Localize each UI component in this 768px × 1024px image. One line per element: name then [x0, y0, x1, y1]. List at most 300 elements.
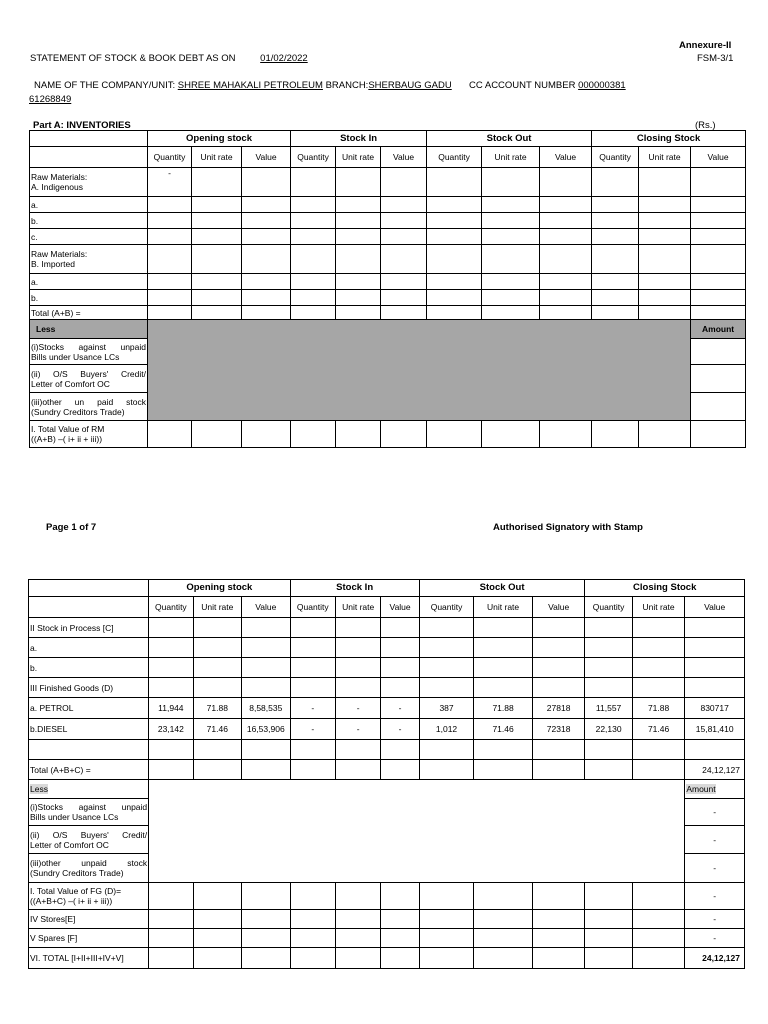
row-label: III Finished Goods (D)	[29, 678, 149, 698]
cell	[540, 290, 592, 306]
cell	[639, 274, 691, 290]
col-unit-rate: Unit rate	[482, 147, 540, 168]
cell	[691, 245, 746, 274]
cell	[193, 760, 241, 780]
amount-header-cell	[685, 780, 745, 799]
cell	[632, 883, 685, 910]
row-label: b.	[29, 658, 149, 678]
cc-number-cont: 61268849	[29, 94, 72, 105]
table-row	[29, 658, 745, 678]
cell	[691, 274, 746, 290]
cell	[149, 760, 193, 780]
cell	[242, 306, 291, 320]
group-header-row	[29, 580, 745, 597]
group-opening-stock: Opening stock	[149, 580, 290, 597]
less-row-label	[29, 799, 149, 826]
cell	[540, 197, 592, 213]
cell	[291, 306, 336, 320]
cell	[192, 213, 242, 229]
cell	[632, 929, 685, 948]
blank-area	[149, 826, 685, 854]
opening-quantity: 23,142	[149, 719, 193, 740]
cell	[482, 306, 540, 320]
cell	[290, 638, 335, 658]
less-label-cell	[29, 780, 149, 799]
label-line: (iii)other unpaid stock	[30, 858, 148, 868]
cell	[290, 910, 335, 929]
cell	[242, 618, 291, 638]
col-unit-rate: Unit rate	[192, 147, 242, 168]
col-quantity: Quantity	[427, 147, 482, 168]
cell	[335, 638, 380, 658]
cell	[540, 306, 592, 320]
cell	[242, 883, 291, 910]
table-row	[29, 854, 745, 883]
cell	[532, 638, 585, 658]
company-line	[34, 80, 626, 91]
statement-date: 01/02/2022	[260, 53, 308, 64]
col-quantity: Quantity	[148, 147, 192, 168]
cell	[632, 948, 685, 969]
cell	[290, 678, 335, 698]
row-label: Total (A+B+C) =	[29, 760, 149, 780]
cell	[482, 229, 540, 245]
cell	[419, 948, 474, 969]
cell	[192, 421, 242, 448]
table-row	[30, 213, 746, 229]
opening-unit-rate: 71.46	[193, 719, 241, 740]
cell	[335, 618, 380, 638]
cell	[639, 421, 691, 448]
in-value: -	[381, 698, 419, 719]
cell	[381, 618, 419, 638]
cell	[242, 421, 291, 448]
less-label: Less	[30, 784, 48, 794]
cell	[691, 229, 746, 245]
label-line: (Sundry Creditors Trade)	[30, 868, 124, 878]
company-name: SHREE MAHAKALI PETROLEUM	[177, 80, 323, 91]
cell	[427, 245, 482, 274]
label-line: (i)Stocks against unpaid	[30, 802, 148, 812]
group-stock-out: Stock Out	[427, 131, 592, 147]
cell	[193, 929, 241, 948]
col-value: Value	[242, 597, 291, 618]
cell	[639, 245, 691, 274]
row-label-line: A. Indigenous	[31, 182, 83, 192]
cell	[335, 658, 380, 678]
cell	[336, 290, 381, 306]
cell	[592, 274, 639, 290]
in-unit-rate: -	[335, 719, 380, 740]
cell	[381, 740, 419, 760]
cell	[685, 740, 745, 760]
opening-value: 8,58,535	[242, 698, 291, 719]
amount-cell: -	[685, 799, 745, 826]
cell	[335, 910, 380, 929]
cell	[193, 638, 241, 658]
part-a-title: Part A: INVENTORIES	[33, 120, 131, 131]
col-quantity: Quantity	[585, 597, 632, 618]
col-quantity: Quantity	[291, 147, 336, 168]
cell	[540, 168, 592, 197]
group-opening-stock: Opening stock	[148, 131, 291, 147]
col-unit-rate: Unit rate	[639, 147, 691, 168]
group-closing-stock: Closing Stock	[585, 580, 745, 597]
cell	[691, 197, 746, 213]
blank-header	[29, 580, 149, 597]
shaded-area	[148, 320, 691, 339]
cell	[242, 229, 291, 245]
label-line: ((A+B+C) –( i+ ii + iii))	[30, 896, 113, 906]
cell	[290, 883, 335, 910]
cell	[427, 213, 482, 229]
cell	[336, 229, 381, 245]
table-row	[30, 274, 746, 290]
blank-subheader	[29, 597, 149, 618]
cell	[691, 306, 746, 320]
cell	[149, 658, 193, 678]
cell	[242, 910, 291, 929]
cell	[242, 948, 291, 969]
cell	[381, 197, 427, 213]
cell	[290, 740, 335, 760]
cell	[149, 910, 193, 929]
cell	[474, 929, 533, 948]
cell	[149, 929, 193, 948]
cell	[291, 229, 336, 245]
less-row-label	[30, 339, 148, 365]
cell	[691, 168, 746, 197]
row-label: a. PETROL	[29, 698, 149, 719]
shaded-area	[148, 393, 691, 421]
out-unit-rate: 71.88	[474, 698, 533, 719]
total-fg-label	[29, 883, 149, 910]
blank-area	[149, 854, 685, 883]
cell	[149, 740, 193, 760]
cell	[585, 740, 632, 760]
amount-cell: -	[685, 910, 745, 929]
inventory-table-1	[29, 130, 746, 448]
cell	[532, 929, 585, 948]
label-line: I. Total Value of RM	[31, 424, 105, 434]
closing-value: 830717	[685, 698, 745, 719]
row-label: c.	[30, 229, 148, 245]
cell	[482, 421, 540, 448]
company-label: NAME OF THE COMPANY/UNIT:	[34, 80, 176, 91]
cell	[335, 760, 380, 780]
cell	[291, 197, 336, 213]
label-line: (Sundry Creditors Trade)	[31, 406, 125, 417]
cell	[381, 948, 419, 969]
cell	[381, 306, 427, 320]
table-row-petrol	[29, 698, 745, 719]
cell	[193, 618, 241, 638]
cell	[482, 245, 540, 274]
sub-header-row	[30, 147, 746, 168]
cell	[482, 168, 540, 197]
cell	[474, 678, 533, 698]
cell	[242, 213, 291, 229]
cell	[474, 618, 533, 638]
blank-subheader	[30, 147, 148, 168]
table-row-grand-total	[29, 948, 745, 969]
cell	[592, 245, 639, 274]
amount-cell	[691, 365, 746, 393]
amount-header: Amount	[686, 784, 716, 794]
col-value: Value	[381, 147, 427, 168]
amount-header: Amount	[691, 320, 746, 339]
cell	[381, 168, 427, 197]
cc-label: CC ACCOUNT NUMBER	[469, 80, 576, 91]
cell	[192, 290, 242, 306]
shaded-area	[148, 339, 691, 365]
col-value: Value	[381, 597, 419, 618]
cell	[381, 245, 427, 274]
col-value: Value	[242, 147, 291, 168]
table-row	[29, 883, 745, 910]
currency-label: (Rs.)	[695, 120, 716, 131]
less-row-label	[30, 365, 148, 393]
cell	[482, 213, 540, 229]
cell	[632, 638, 685, 658]
closing-quantity: 11,557	[585, 698, 632, 719]
cell	[192, 245, 242, 274]
row-label: a.	[30, 274, 148, 290]
cell	[148, 274, 192, 290]
less-label: Less	[30, 320, 148, 339]
cell	[632, 910, 685, 929]
cell	[482, 274, 540, 290]
cell	[290, 658, 335, 678]
cell	[427, 229, 482, 245]
cell	[381, 929, 419, 948]
cell	[242, 929, 291, 948]
less-header-row	[29, 780, 745, 799]
cell	[474, 883, 533, 910]
cell	[336, 168, 381, 197]
row-label: b.	[30, 290, 148, 306]
row-label: V Spares [F]	[29, 929, 149, 948]
cell	[419, 658, 474, 678]
cell	[639, 229, 691, 245]
cell	[427, 421, 482, 448]
closing-quantity: 22,130	[585, 719, 632, 740]
cell	[149, 638, 193, 658]
cell	[691, 213, 746, 229]
amount-cell: -	[685, 854, 745, 883]
label-line: Letter of Comfort OC	[31, 378, 110, 389]
sub-header-row	[29, 597, 745, 618]
cell	[592, 229, 639, 245]
group-closing-stock: Closing Stock	[592, 131, 746, 147]
blank-header	[30, 131, 148, 147]
table-row	[30, 245, 746, 274]
cell	[193, 658, 241, 678]
cell	[585, 658, 632, 678]
cell	[335, 883, 380, 910]
closing-value: 15,81,410	[685, 719, 745, 740]
label-line: Letter of Comfort OC	[30, 839, 109, 850]
table-row	[30, 197, 746, 213]
cell	[540, 421, 592, 448]
cell	[482, 290, 540, 306]
cell	[685, 618, 745, 638]
cell	[192, 197, 242, 213]
cell	[148, 229, 192, 245]
cell	[149, 618, 193, 638]
row-label: II Stock in Process [C]	[29, 618, 149, 638]
cell	[381, 760, 419, 780]
row-label: VI. TOTAL [I+II+III+IV+V]	[29, 948, 149, 969]
branch-name: SHERBAUG GADU	[368, 80, 452, 91]
cell	[474, 948, 533, 969]
in-value: -	[381, 719, 419, 740]
cell	[532, 948, 585, 969]
cell	[381, 883, 419, 910]
opening-unit-rate: 71.88	[193, 698, 241, 719]
opening-value: 16,53,906	[242, 719, 291, 740]
table-row	[29, 799, 745, 826]
amount-cell	[691, 393, 746, 421]
cell	[335, 678, 380, 698]
inventory-table-2	[28, 579, 745, 969]
total-value: 24,12,127	[685, 760, 745, 780]
statement-line	[30, 53, 415, 64]
cell	[381, 910, 419, 929]
cell	[419, 883, 474, 910]
cell	[540, 213, 592, 229]
col-unit-rate: Unit rate	[474, 597, 533, 618]
row-label	[29, 740, 149, 760]
row-label-line: B. Imported	[31, 259, 75, 269]
group-stock-out: Stock Out	[419, 580, 585, 597]
cell	[585, 910, 632, 929]
cell	[474, 658, 533, 678]
table-row-diesel	[29, 719, 745, 740]
closing-unit-rate: 71.88	[632, 698, 685, 719]
cell	[639, 306, 691, 320]
cell	[532, 760, 585, 780]
cell	[632, 678, 685, 698]
total-rm-label	[30, 421, 148, 448]
row-label-line: Raw Materials:	[31, 172, 88, 182]
cell	[381, 678, 419, 698]
statement-label: STATEMENT OF STOCK & BOOK DEBT AS ON	[30, 53, 236, 64]
cell	[419, 910, 474, 929]
label-line: Bills under Usance LCs	[30, 812, 119, 822]
col-quantity: Quantity	[149, 597, 193, 618]
cell	[192, 168, 242, 197]
cell	[427, 290, 482, 306]
col-unit-rate: Unit rate	[336, 147, 381, 168]
table-row	[30, 365, 746, 393]
amount-cell: -	[685, 826, 745, 854]
label-line: (iii)other un paid stock	[31, 396, 146, 407]
cell	[685, 658, 745, 678]
cell	[585, 678, 632, 698]
cell	[474, 910, 533, 929]
table-row	[29, 618, 745, 638]
cell	[291, 168, 336, 197]
blank-area	[149, 780, 685, 799]
cell	[632, 658, 685, 678]
cell	[291, 290, 336, 306]
cell	[419, 740, 474, 760]
cell	[532, 678, 585, 698]
cell	[242, 760, 291, 780]
cell	[474, 740, 533, 760]
table-row	[29, 826, 745, 854]
table-row	[30, 393, 746, 421]
label-line: (i)Stocks against unpaid	[31, 341, 146, 352]
cell	[148, 306, 192, 320]
out-value: 27818	[532, 698, 585, 719]
cell	[592, 290, 639, 306]
cell	[148, 421, 192, 448]
cell	[290, 929, 335, 948]
cell	[335, 948, 380, 969]
cell	[242, 274, 291, 290]
row-label	[30, 245, 148, 274]
cell	[381, 274, 427, 290]
cell	[592, 168, 639, 197]
cell	[148, 290, 192, 306]
cell	[242, 245, 291, 274]
cell	[532, 910, 585, 929]
table-row	[29, 740, 745, 760]
cell	[336, 306, 381, 320]
cell	[193, 740, 241, 760]
row-label: a.	[29, 638, 149, 658]
table-row	[30, 306, 746, 320]
amount-cell: -	[685, 883, 745, 910]
cell	[149, 883, 193, 910]
table-row	[30, 421, 746, 448]
label-line: (ii) O/S Buyers' Credit/	[30, 829, 148, 840]
cell	[419, 618, 474, 638]
table-row	[30, 339, 746, 365]
cell	[419, 760, 474, 780]
group-stock-in: Stock In	[290, 580, 419, 597]
in-quantity: -	[290, 719, 335, 740]
row-label: b.	[30, 213, 148, 229]
shaded-area	[148, 365, 691, 393]
cell	[335, 740, 380, 760]
cell	[632, 740, 685, 760]
cell	[336, 421, 381, 448]
cell	[691, 421, 746, 448]
cell	[335, 929, 380, 948]
row-label-line: Raw Materials:	[31, 249, 88, 259]
cell	[685, 678, 745, 698]
cell	[381, 213, 427, 229]
less-row-label	[29, 826, 149, 854]
cell	[193, 948, 241, 969]
col-unit-rate: Unit rate	[193, 597, 241, 618]
cell	[336, 245, 381, 274]
col-value: Value	[691, 147, 746, 168]
cell	[585, 760, 632, 780]
cell	[639, 197, 691, 213]
page-number: Page 1 of 7	[46, 522, 97, 533]
out-unit-rate: 71.46	[474, 719, 533, 740]
annexure-label: Annexure-II	[679, 40, 732, 51]
form-number: FSM-3/1	[697, 53, 734, 64]
cell	[474, 760, 533, 780]
cell	[192, 306, 242, 320]
col-quantity: Quantity	[290, 597, 335, 618]
cell	[242, 290, 291, 306]
